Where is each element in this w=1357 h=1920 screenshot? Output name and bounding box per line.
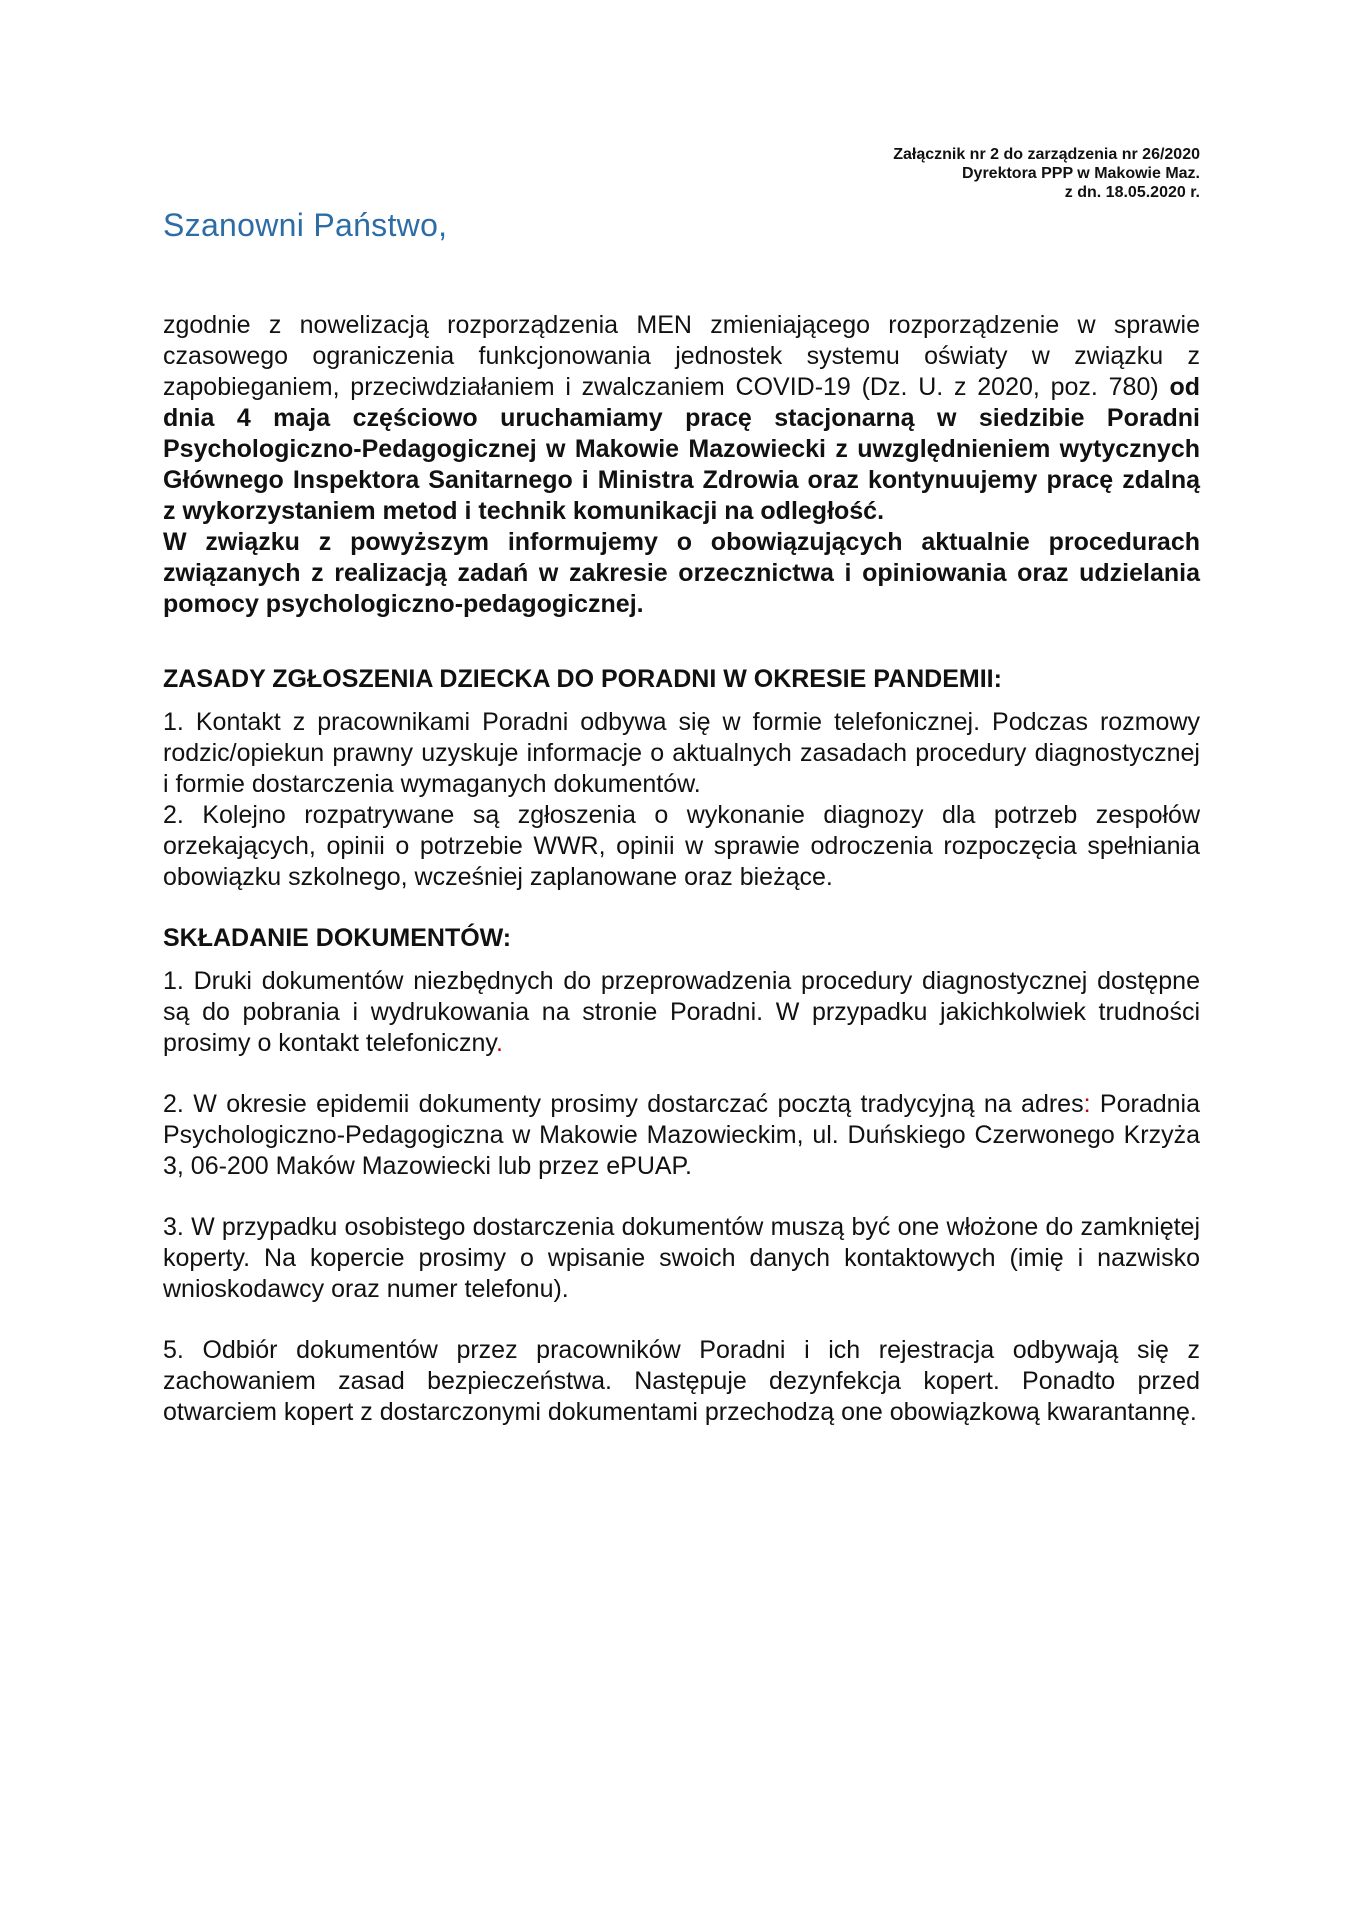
intro-paragraph	[163, 310, 1200, 527]
documents-item-3: 3. W przypadku osobistego dostarczenia dokumentów muszą być one włożone do zamkniętej koperty. Na kopercie prosimy o wpisanie swoich danych kontaktowych (imię i nazwisko wnioskodawcy oraz numer telefonu).	[163, 1213, 1200, 1303]
letter-body	[163, 310, 1200, 1428]
documents-item-1-text: 1. Druki dokumentów niezbędnych do przeprowadzenia procedury diagnostycznej dostępne są do pobrania i wydrukowania na stronie Poradni. W przypadku jakichkolwiek trudności prosimy o kontakt telefoniczny	[163, 967, 1200, 1057]
attachment-line-3: z dn. 18.05.2020 r.	[1064, 184, 1200, 201]
documents-item-2-text: 2. W okresie epidemii dokumenty prosimy dostarczać pocztą tradycyjną na adres	[163, 1090, 1084, 1118]
intro-procedures-paragraph: W związku z powyższym informujemy o obowiązujących aktualnie procedurach związanych z realizacją zadań w zakresie orzecznictwa i opiniowania oraz udzielania pomocy psychologiczno-pedagogicznej.	[163, 528, 1200, 618]
attachment-note	[893, 145, 1200, 202]
registration-item-2: 2. Kolejno rozpatrywane są zgłoszenia o wykonanie diagnozy dla potrzeb zespołów orzekających, opinii o potrzebie WWR, opinii w sprawie odroczenia rozpoczęcia spełniania obowiązku szkolnego, wcześniej zaplanowane oraz bieżące.	[163, 801, 1200, 891]
intro-text: zgodnie z nowelizacją rozporządzenia MEN zmieniającego rozporządzenie w sprawie czasowego ograniczenia funkcjonowania jednostek systemu oświaty w związku z zapobieganiem, przeciwdziałaniem i zwalczaniem COVID-19 (Dz. U. z 2020, poz. 780)	[163, 311, 1200, 401]
documents-item-2-address: Poradnia Psychologiczno-Pedagogiczna w Makowie Mazowieckim, ul. Duńskiego Czerwonego Krzyża 3, 06-200 Maków Mazowiecki lub przez ePUAP.	[163, 1090, 1200, 1180]
documents-item-2-colon: :	[1083, 1090, 1091, 1118]
documents-item-1	[163, 966, 1200, 1059]
attachment-line-2: Dyrektora PPP w Makowie Maz.	[961, 165, 1200, 182]
section-heading-registration: ZASADY ZGŁOSZENIA DZIECKA DO PORADNI W OKRESIE PANDEMII:	[163, 665, 1002, 693]
documents-item-5: 5. Odbiór dokumentów przez pracowników Poradni i ich rejestracja odbywają się z zachowaniem zasad bezpieczeństwa. Następuje dezynfekcja kopert. Ponadto przed otwarciem kopert z dostarczonymi dokumentami przechodzą one obowiązkową kwarantannę.	[163, 1336, 1200, 1426]
intro-bold-text: od dnia 4 maja częściowo uruchamiamy pracę stacjonarną w siedzibie Poradni Psychologiczno-Pedagogicznej w Makowie Mazowiecki z uwzględnieniem wytycznych Głównego Inspektora Sanitarnego i Ministra Zdrowia oraz kontynuujemy pracę zdalną z wykorzystaniem metod i technik komunikacji na odległość.	[163, 373, 1200, 525]
documents-item-1-period: .	[496, 1029, 503, 1057]
attachment-line-1: Załącznik nr 2 do zarządzenia nr 26/2020	[893, 146, 1200, 163]
section-heading-documents: SKŁADANIE DOKUMENTÓW:	[163, 924, 512, 952]
greeting-heading: Szanowni Państwo,	[163, 207, 448, 243]
documents-item-2	[163, 1089, 1200, 1182]
registration-item-1: 1. Kontakt z pracownikami Poradni odbywa się w formie telefonicznej. Podczas rozmowy rodzic/opiekun prawny uzyskuje informacje o aktualnych zasadach procedury diagnostycznej i formie dostarczenia wymaganych dokumentów.	[163, 708, 1200, 798]
